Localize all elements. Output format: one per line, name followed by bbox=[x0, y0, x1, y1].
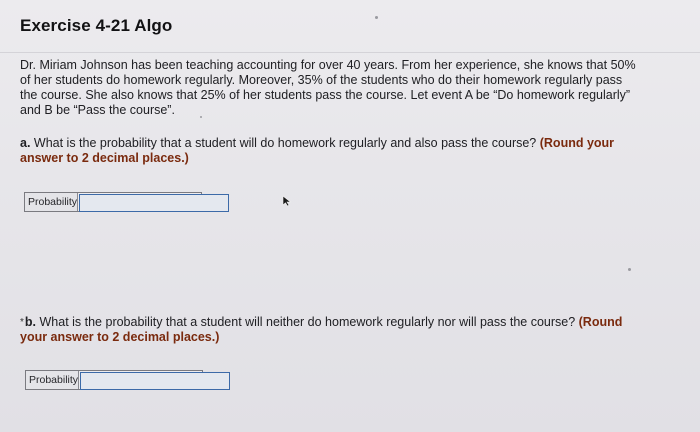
screen-speck bbox=[200, 116, 202, 118]
problem-line: the course. She also knows that 25% of her students pass the course. Let event A be “Do homework regularly” bbox=[20, 88, 631, 102]
question-a-text: What is the probability that a student will do homework regularly and also pass the course? bbox=[30, 136, 537, 150]
question-b-round-instruction-cont: your answer to 2 decimal places.) bbox=[20, 330, 220, 344]
answer-a-input[interactable] bbox=[79, 194, 229, 212]
question-b-text: What is the probability that a student will neither do homework regularly nor will pass the course? bbox=[36, 315, 576, 329]
question-a-round-instruction-cont: answer to 2 decimal places.) bbox=[20, 151, 189, 165]
problem-line: Dr. Miriam Johnson has been teaching accounting for over 40 years. From her experience, she knows that 50% bbox=[20, 58, 636, 72]
screen-speck bbox=[628, 268, 631, 271]
answer-row-a bbox=[24, 192, 202, 212]
question-b-round-instruction: (Round bbox=[575, 315, 623, 329]
question-b-marker: b. bbox=[24, 315, 37, 329]
title-divider bbox=[0, 52, 700, 53]
screen-speck bbox=[375, 16, 378, 19]
answer-row-b bbox=[25, 370, 203, 390]
mouse-cursor-icon bbox=[282, 195, 292, 207]
question-a-marker: a. bbox=[20, 136, 31, 150]
answer-b-label: Probability bbox=[26, 371, 79, 389]
problem-statement bbox=[20, 58, 680, 118]
question-a bbox=[20, 136, 680, 166]
problem-line: and B be “Pass the course”. bbox=[20, 103, 175, 117]
answer-a-label: Probability bbox=[25, 193, 78, 211]
exercise-title: Exercise 4-21 Algo bbox=[20, 16, 173, 35]
question-a-round-instruction: (Round your bbox=[536, 136, 615, 150]
problem-line: of her students do homework regularly. Moreover, 35% of the students who do their homework regularly pass bbox=[20, 73, 623, 87]
question-b bbox=[20, 315, 680, 345]
required-asterisk: * bbox=[20, 317, 24, 328]
answer-b-input[interactable] bbox=[80, 372, 230, 390]
